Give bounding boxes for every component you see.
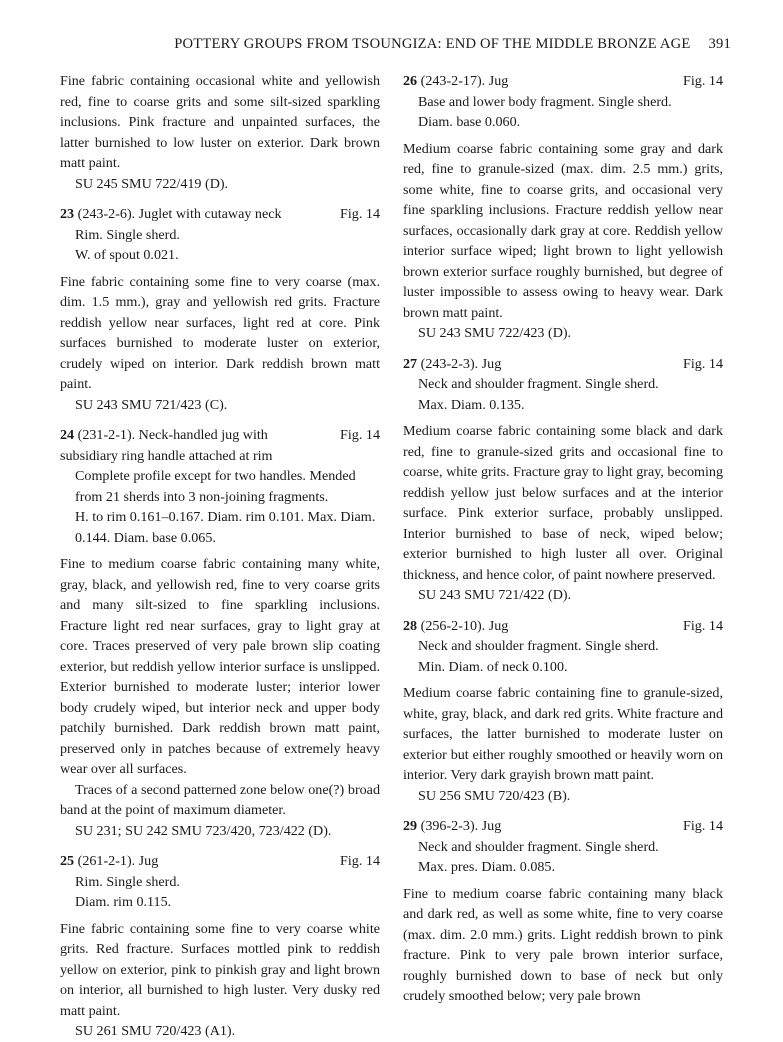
entry-detail: Neck and shoulder fragment. Single sherd.: [418, 376, 659, 392]
entry-detail: Diam. base 0.060.: [418, 114, 521, 130]
right-column: [403, 71, 723, 1007]
entry-heading: [60, 851, 380, 872]
entry-su: SU 243 SMU 722/423 (D).: [418, 325, 572, 341]
figure-reference: Fig. 14: [340, 853, 380, 869]
entry-number: 25: [60, 853, 75, 869]
catalog-entry-28: [403, 616, 723, 807]
entry-detail: Neck and shoulder fragment. Single sherd.: [418, 638, 659, 654]
page-number: 391: [708, 36, 731, 52]
entry-number: 23: [60, 206, 75, 222]
entry-detail: W. of spout 0.021.: [75, 247, 179, 263]
entry-detail: Diam. rim 0.115.: [75, 894, 172, 910]
entry-heading: [403, 354, 723, 375]
entry-detail: Neck and shoulder fragment. Single sherd.: [418, 838, 659, 855]
catalog-entry-23: [60, 204, 380, 415]
entry-description: Medium coarse fabric containing some gray and dark red, fine to granule-sized (max. dim. 2.5 mm.) grits, some white, fine to coarse grits, and occasional very fine sparkling inclusions. Fracture reddish yellow near surfaces, occasionally dark gray at core. Reddish yellow interior surface wiped; light brown to light yellowish brown exterior surface roughly burnished, but degree of luster impossible to assess owing to heavy wear. Dark brown matt paint.: [403, 140, 723, 321]
entry-description: Medium coarse fabric containing some black and dark red, fine to granule-sized grits and occasional fine to coarse, white grits. Fracture gray to light gray, becoming reddish yellow just below surfaces and at the interior surface. Pink exterior surface, probably unslipped. Interior burnished to base of neck, wiped below; exterior burnished to high luster all over. Original thickness, and hence color, of paint nowhere preserved.: [403, 423, 723, 583]
entry-title: (243-2-6). Juglet with cutaway neck: [77, 206, 282, 222]
entry-su: SU 243 SMU 721/422 (D).: [418, 587, 572, 603]
entry-detail: Base and lower body fragment. Single sherd.: [418, 93, 672, 110]
figure-reference: Fig. 14: [683, 617, 723, 634]
entry-number: 24: [60, 427, 75, 443]
catalog-entry-26: [403, 71, 723, 344]
entry-title: (396-2-3). Jug: [420, 818, 502, 834]
catalog-entry-27: [403, 354, 723, 606]
catalog-entry-25: [60, 851, 380, 1042]
intro-su: SU 245 SMU 722/419 (D).: [75, 175, 229, 192]
entry-title: (243-2-17). Jug: [420, 73, 509, 89]
catalog-entry-29: [403, 816, 723, 1007]
entry-su: SU 243 SMU 721/423 (C).: [75, 396, 228, 413]
catalog-entry-24: [60, 425, 380, 841]
figure-reference: Fig. 14: [683, 73, 723, 89]
entry-description: Fine fabric containing some fine to very coarse (max. dim. 1.5 mm.), gray and yellowish red grits. Fracture reddish yellow near surfaces, light red at core. Pink surfaces burnished to moderate luster on exterior, crudely wiped on interior. Dark reddish brown matt paint.: [60, 273, 380, 392]
entry-detail: Max. Diam. 0.135.: [418, 396, 525, 413]
entry-detail: Max. pres. Diam. 0.085.: [418, 859, 556, 875]
entry-title: (261-2-1). Jug: [77, 853, 159, 869]
entry-heading: [60, 425, 380, 466]
entry-number: 27: [403, 355, 418, 372]
entry-su: SU 256 SMU 720/423 (B).: [418, 787, 571, 804]
left-column: [60, 71, 380, 1042]
entry-number: 29: [403, 818, 418, 834]
intro-description: Fine fabric containing occasional white and yellowish red, fine to coarse grits and some silt-sized sparkling inclusions. Pink fracture and unpainted surfaces, the latter burnished to low luster on exterior. Dark brown matt paint.: [60, 73, 380, 171]
entry-title: (243-2-3). Jug: [420, 355, 502, 372]
figure-reference: Fig. 14: [340, 206, 380, 222]
entry-heading: [60, 204, 380, 225]
figure-reference: Fig. 14: [683, 818, 723, 834]
entry-heading: [403, 616, 723, 637]
entry-number: 28: [403, 617, 418, 634]
entry-heading: [403, 816, 723, 837]
entry-description: Fine to medium coarse fabric containing many black and dark red, as well as some white, fine to very coarse (max. dim. 2.0 mm.) grits. Light reddish brown to pink fracture. Pink to very pale brown interior surface, roughly burnished down to base of neck but only crudely smoothed below; very pale brown: [403, 885, 723, 1004]
entry-description: Fine fabric containing some fine to very coarse white grits. Red fracture. Surfaces mottled pink to reddish yellow on exterior, pink to pinkish gray and light brown on interior, all burnished to high luster. Very dusky red matt paint.: [60, 920, 380, 1019]
entry-su: SU 261 SMU 720/423 (A1).: [75, 1023, 236, 1039]
entry-title: (256-2-10). Jug: [420, 617, 509, 634]
figure-reference: Fig. 14: [340, 427, 380, 443]
entry-detail: Min. Diam. of neck 0.100.: [418, 658, 568, 675]
entry-detail: Rim. Single sherd.: [75, 226, 180, 243]
figure-reference: Fig. 14: [683, 355, 723, 372]
entry-detail: H. to rim 0.161–0.167. Diam. rim 0.101. Max. Diam. 0.144. Diam. base 0.065.: [75, 509, 376, 546]
entry-su: SU 231; SU 242 SMU 723/420, 723/422 (D).: [75, 822, 332, 839]
entry-detail: Complete profile except for two handles. Mended from 21 sherds into 3 non-joining fragments.: [75, 468, 356, 505]
running-title: POTTERY GROUPS FROM TSOUNGIZA: END OF THE MIDDLE BRONZE AGE: [174, 36, 691, 52]
entry-description: Fine to medium coarse fabric containing many white, gray, black, and yellowish red, fine to very coarse grits and many silt-sized to fine sparkling inclusions. Fracture light red near surfaces, gray to light gray at core. Traces preserved of very pale brown slip coating exterior, but reddish yellow interior surface is unslipped. Exterior burnished to moderate luster; interior lower body crudely wiped, but interior neck and upper body patchily burnished. Dark reddish brown matt paint, preserved only in patches because of extremely heavy wear over all surfaces.: [60, 556, 380, 777]
entry-number: 26: [403, 73, 418, 89]
entry-note: Traces of a second patterned zone below one(?) broad band at the point of maximum diameter.: [60, 781, 380, 818]
entry-detail: Rim. Single sherd.: [75, 873, 180, 890]
entry-title: (231-2-1). Neck-handled jug with subsidiary ring handle attached at rim: [60, 427, 273, 464]
entry-description: Medium coarse fabric containing fine to granule-sized, white, gray, black, and dark red grits. White fracture and surfaces, the latter burnished to moderate luster on exterior but either roughly smoothed or heavily worn on interior. Very dark grayish brown matt paint.: [403, 685, 723, 783]
entry-heading: [403, 71, 723, 92]
running-header: [60, 36, 731, 56]
